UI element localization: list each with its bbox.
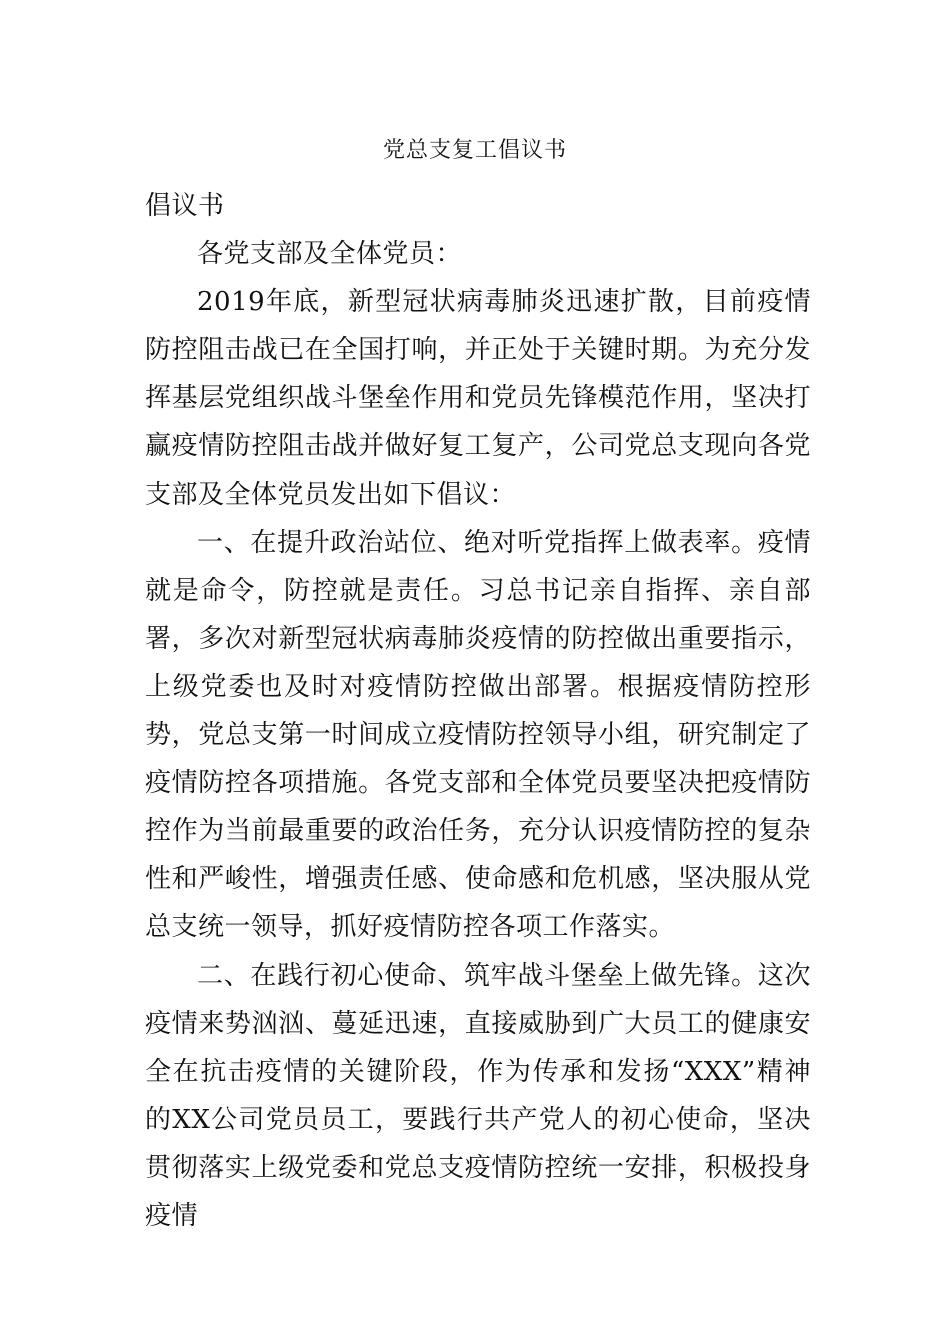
document-heading: 倡议书: [145, 191, 225, 221]
paragraph-intro: 2019年底，新型冠状病毒肺炎迅速扩散，目前疫情防控阻击战已在全国打响，并正处于关键时期。为充分发挥基层党组织战斗堡垒作用和党员先锋模范作用，坚决打赢疫情防控阻击战并做好复工复产，公司党总支现向各党支部及全体党员发出如下倡议：: [145, 287, 811, 510]
document-body: [145, 182, 811, 1240]
paragraph-point-one: 一、在提升政治站位、绝对听党指挥上做表率。疫情就是命令，防控就是责任。习总书记亲自指挥、亲自部署，多次对新型冠状病毒肺炎疫情的防控做出重要指示，上级党委也及时对疫情防控做出部署。根据疫情防控形势，党总支第一时间成立疫情防控领导小组，研究制定了疫情防控各项措施。各党支部和全体党员要坚决把疫情防控作为当前最重要的政治任务，充分认识疫情防控的复杂性和严峻性，增强责任感、使命感和危机感，坚决服从党总支统一领导，抓好疫情防控各项工作落实。: [145, 527, 811, 943]
salutation: 各党支部及全体党员：: [197, 239, 463, 270]
document-title: 党总支复工倡议书: [382, 138, 567, 163]
paragraph-point-two: 二、在践行初心使命、筑牢战斗堡垒上做先锋。这次疫情来势汹汹、蔓延迅速，直接威胁到广大员工的健康安全在抗击疫情的关键阶段，作为传承和发扬“XXX”精神的XX公司党员员工，要践行共产党人的初心使命，坚决贯彻落实上级党委和党总支疫情防控统一安排，积极投身疫情: [145, 960, 811, 1231]
